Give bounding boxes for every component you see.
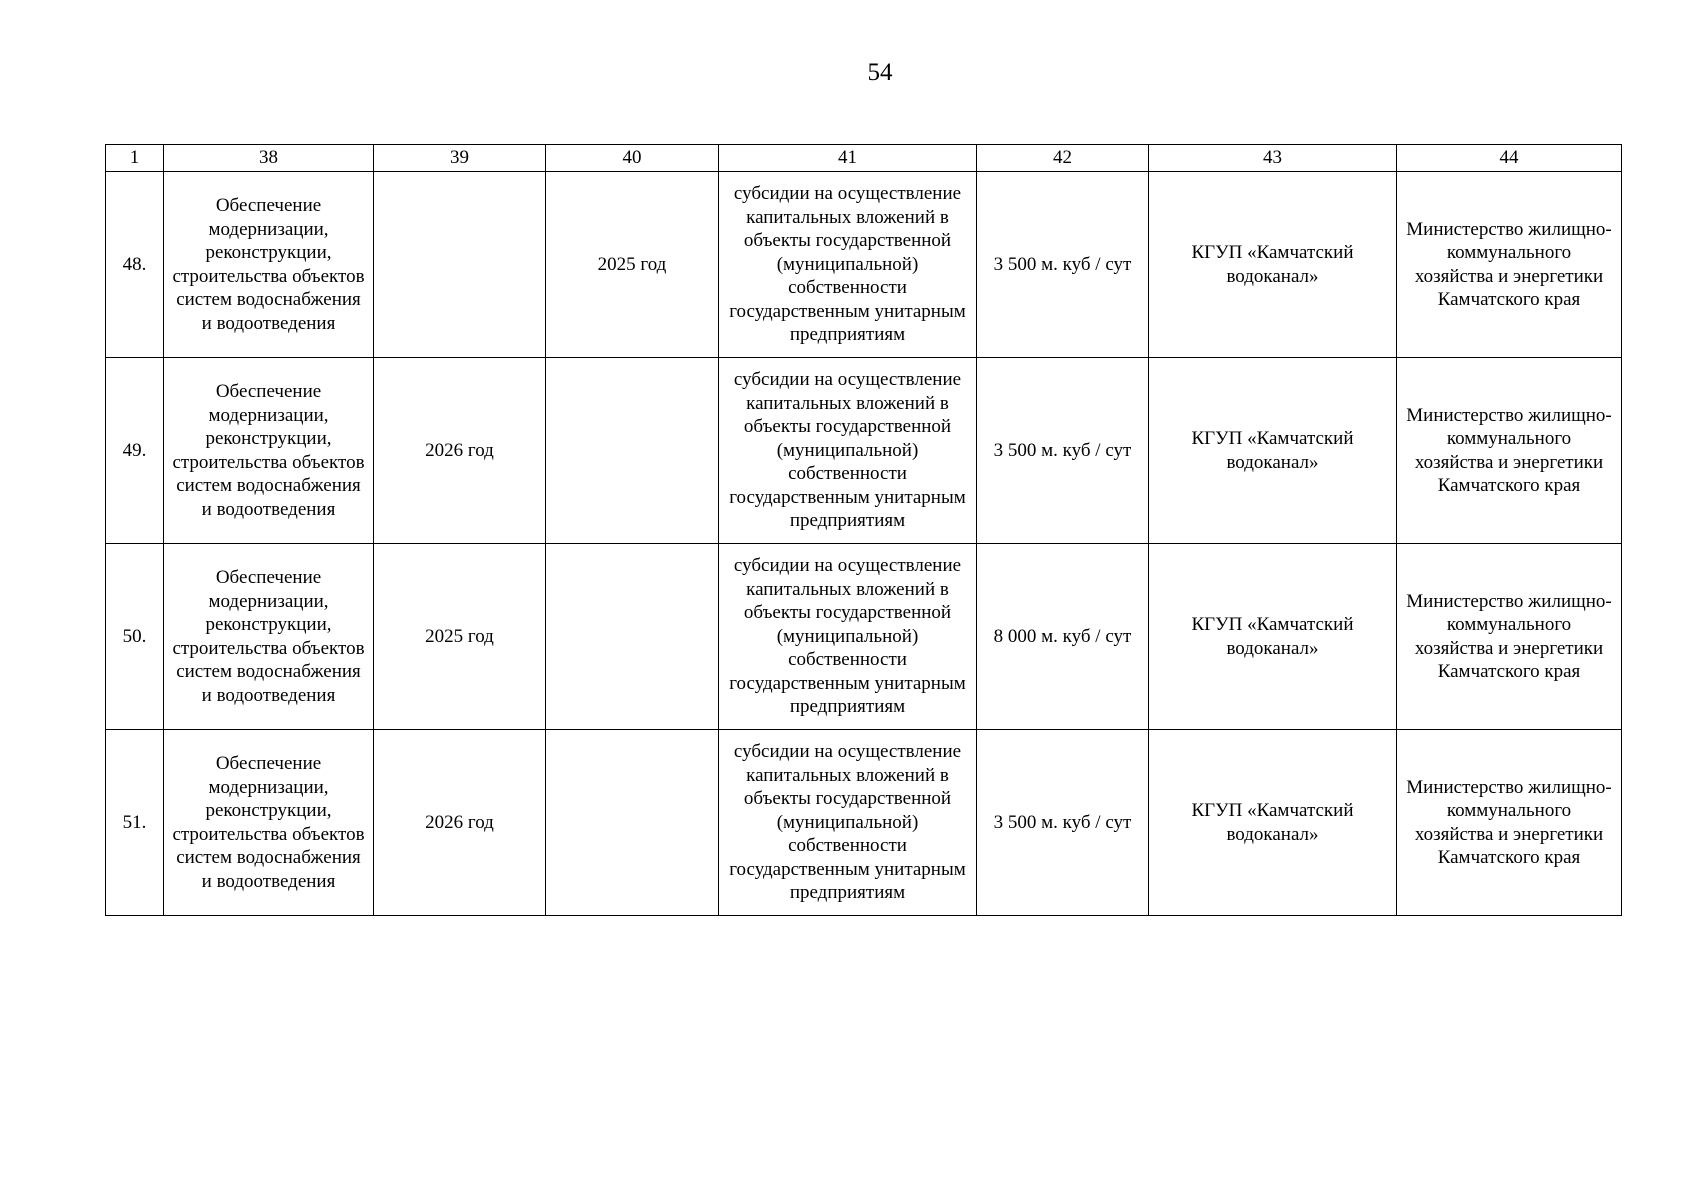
year-39-cell [374, 172, 546, 358]
activity-cell: Обеспечение модернизации, реконструкции, строительства объектов систем водоснабжения и водоотведения [164, 358, 374, 544]
authority-cell: Министерство жилищно- коммунального хозяйства и энергетики Камчатского края [1397, 544, 1622, 730]
year-40-cell [546, 730, 719, 916]
table-header-row [106, 145, 1622, 172]
enterprise-cell: КГУП «Камчатский водоканал» [1149, 172, 1397, 358]
enterprise-cell: КГУП «Камчатский водоканал» [1149, 358, 1397, 544]
activity-cell: Обеспечение модернизации, реконструкции, строительства объектов систем водоснабжения и водоотведения [164, 172, 374, 358]
column-header: 38 [164, 145, 374, 172]
column-header: 43 [1149, 145, 1397, 172]
column-header: 39 [374, 145, 546, 172]
authority-cell: Министерство жилищно- коммунального хозяйства и энергетики Камчатского края [1397, 172, 1622, 358]
authority-cell: Министерство жилищно- коммунального хозяйства и энергетики Камчатского края [1397, 730, 1622, 916]
year-40-cell [546, 544, 719, 730]
enterprise-cell: КГУП «Камчатский водоканал» [1149, 730, 1397, 916]
year-39-cell: 2025 год [374, 544, 546, 730]
row-number-cell: 48. [106, 172, 164, 358]
authority-cell: Министерство жилищно- коммунального хозяйства и энергетики Камчатского края [1397, 358, 1622, 544]
capacity-cell: 3 500 м. куб / сут [977, 172, 1149, 358]
table-row [106, 544, 1622, 730]
enterprise-cell: КГУП «Камчатский водоканал» [1149, 544, 1397, 730]
funding-type-cell: субсидии на осуществление капитальных вложений в объекты государственной (муниципальной) собственности государственным унитарным предприятиям [719, 358, 977, 544]
table-row [106, 358, 1622, 544]
year-40-cell: 2025 год [546, 172, 719, 358]
row-number-cell: 50. [106, 544, 164, 730]
activity-cell: Обеспечение модернизации, реконструкции, строительства объектов систем водоснабжения и водоотведения [164, 544, 374, 730]
capacity-cell: 3 500 м. куб / сут [977, 358, 1149, 544]
column-header: 40 [546, 145, 719, 172]
row-number-cell: 49. [106, 358, 164, 544]
table-row [106, 172, 1622, 358]
data-table [105, 144, 1622, 916]
column-header: 41 [719, 145, 977, 172]
page-number: 54 [867, 59, 893, 86]
year-39-cell: 2026 год [374, 358, 546, 544]
funding-type-cell: субсидии на осуществление капитальных вложений в объекты государственной (муниципальной) собственности государственным унитарным предприятиям [719, 172, 977, 358]
row-number-cell: 51. [106, 730, 164, 916]
capacity-cell: 3 500 м. куб / сут [977, 730, 1149, 916]
funding-type-cell: субсидии на осуществление капитальных вложений в объекты государственной (муниципальной) собственности государственным унитарным предприятиям [719, 544, 977, 730]
year-39-cell: 2026 год [374, 730, 546, 916]
year-40-cell [546, 358, 719, 544]
column-header: 44 [1397, 145, 1622, 172]
table-row [106, 730, 1622, 916]
activity-cell: Обеспечение модернизации, реконструкции, строительства объектов систем водоснабжения и водоотведения [164, 730, 374, 916]
capacity-cell: 8 000 м. куб / сут [977, 544, 1149, 730]
funding-type-cell: субсидии на осуществление капитальных вложений в объекты государственной (муниципальной) собственности государственным унитарным предприятиям [719, 730, 977, 916]
column-header: 42 [977, 145, 1149, 172]
column-header: 1 [106, 145, 164, 172]
